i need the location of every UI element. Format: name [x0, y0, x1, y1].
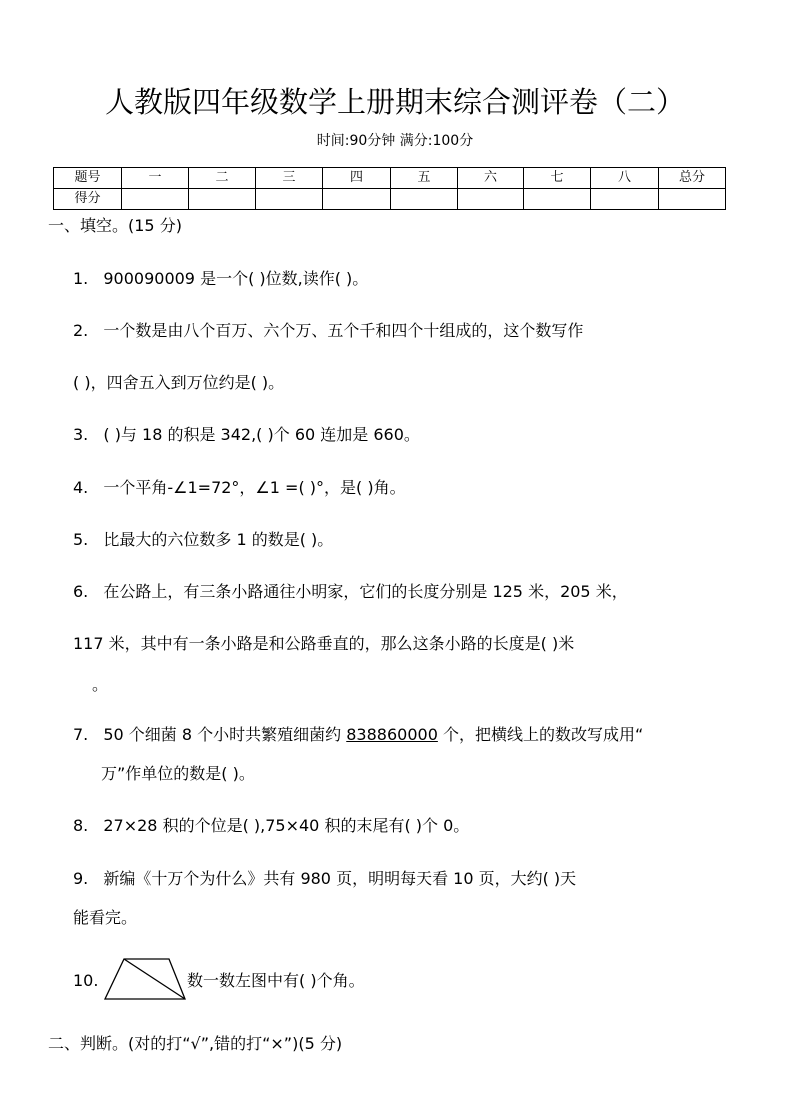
score-cell[interactable]: [458, 189, 524, 210]
score-row-label: 得分: [54, 189, 122, 210]
score-table-score-row: [54, 189, 726, 210]
question-text: 在公路上，有三条小路通往小明家，它们的长度分别是 125 米，205 米，: [103, 582, 628, 601]
question-10-text: 数一数左图中有( )个角。: [187, 971, 365, 990]
question-7: [73, 724, 643, 746]
question-text: 一个平角-∠1=72°，∠1 =( )°，是( )角。: [103, 478, 406, 497]
score-cell[interactable]: [189, 189, 256, 210]
page-title: 人教版四年级数学上册期末综合测评卷（二）: [104, 85, 685, 119]
score-table-header-cell: 五: [391, 168, 458, 189]
question-6: [73, 581, 628, 603]
question-text: 900090009 是一个( )位数,读作( )。: [103, 269, 369, 288]
question-10: [73, 970, 98, 992]
score-table-header-cell: 总分: [659, 168, 726, 189]
score-table-header-row: [54, 168, 726, 189]
question-number: 2.: [73, 321, 89, 340]
underlined-number: 838860000: [346, 725, 438, 744]
question-number: 7.: [73, 725, 89, 744]
score-cell[interactable]: [122, 189, 189, 210]
score-table-header-cell: 一: [122, 168, 189, 189]
question-number: 6.: [73, 582, 89, 601]
question-7-continued: 万”作单位的数是( )。: [101, 764, 255, 783]
question-number: 8.: [73, 816, 89, 835]
score-table-header-cell: 四: [323, 168, 391, 189]
question-text: 一个数是由八个百万、六个万、五个千和四个十组成的，这个数写作: [103, 321, 584, 340]
question-2-continued: ( )，四舍五入到万位约是( )。: [73, 373, 285, 392]
score-table-header-cell: 二: [189, 168, 256, 189]
score-cell[interactable]: [256, 189, 323, 210]
score-cell[interactable]: [659, 189, 726, 210]
score-table-header-cell: 题号: [54, 168, 122, 189]
question-text: 50 个细菌 8 个小时共繁殖细菌约: [103, 725, 347, 744]
score-table-header-cell: 六: [458, 168, 524, 189]
question-number: 3.: [73, 425, 89, 444]
question-6-continued: 117 米，其中有一条小路是和公路垂直的，那么这条小路的长度是( )米: [73, 634, 575, 653]
section1-heading: 一、填空。(15 分): [48, 216, 182, 235]
score-cell[interactable]: [524, 189, 591, 210]
question-text: 27×28 积的个位是( ),75×40 积的末尾有( )个 0。: [103, 816, 470, 835]
question-1: [73, 268, 368, 290]
question-5: [73, 529, 333, 551]
question-number: 4.: [73, 478, 89, 497]
score-cell[interactable]: [591, 189, 659, 210]
question-number: 1.: [73, 269, 89, 288]
question-number: 9.: [73, 869, 89, 888]
score-cell[interactable]: [391, 189, 458, 210]
question-text: 新编《十万个为什么》共有 980 页，明明每天看 10 页，大约( )天: [103, 869, 577, 888]
score-table: [53, 167, 726, 210]
question-text: ( )与 18 的积是 342,( )个 60 连加是 660。: [103, 425, 420, 444]
question-4: [73, 477, 406, 499]
score-table-header-cell: 八: [591, 168, 659, 189]
exam-time-score-info: 时间:90分钟 满分:100分: [316, 133, 474, 149]
question-9: [73, 868, 576, 890]
score-cell[interactable]: [323, 189, 391, 210]
question-number: 5.: [73, 530, 89, 549]
question-6-end-mark: 。: [92, 675, 109, 694]
score-table-header-cell: 三: [256, 168, 323, 189]
trapezoid-figure: [103, 957, 187, 1003]
question-9-continued: 能看完。: [73, 908, 138, 927]
question-text: 比最大的六位数多 1 的数是( )。: [103, 530, 334, 549]
question-2: [73, 320, 583, 342]
question-number: 10.: [73, 971, 99, 990]
score-table-header-cell: 七: [524, 168, 591, 189]
section2-heading: 二、判断。(对的打“√”,错的打“×”)(5 分): [48, 1034, 343, 1053]
question-8: [73, 815, 469, 837]
question-3: [73, 424, 420, 446]
question-text: 个，把横线上的数改写成用“: [437, 725, 644, 744]
